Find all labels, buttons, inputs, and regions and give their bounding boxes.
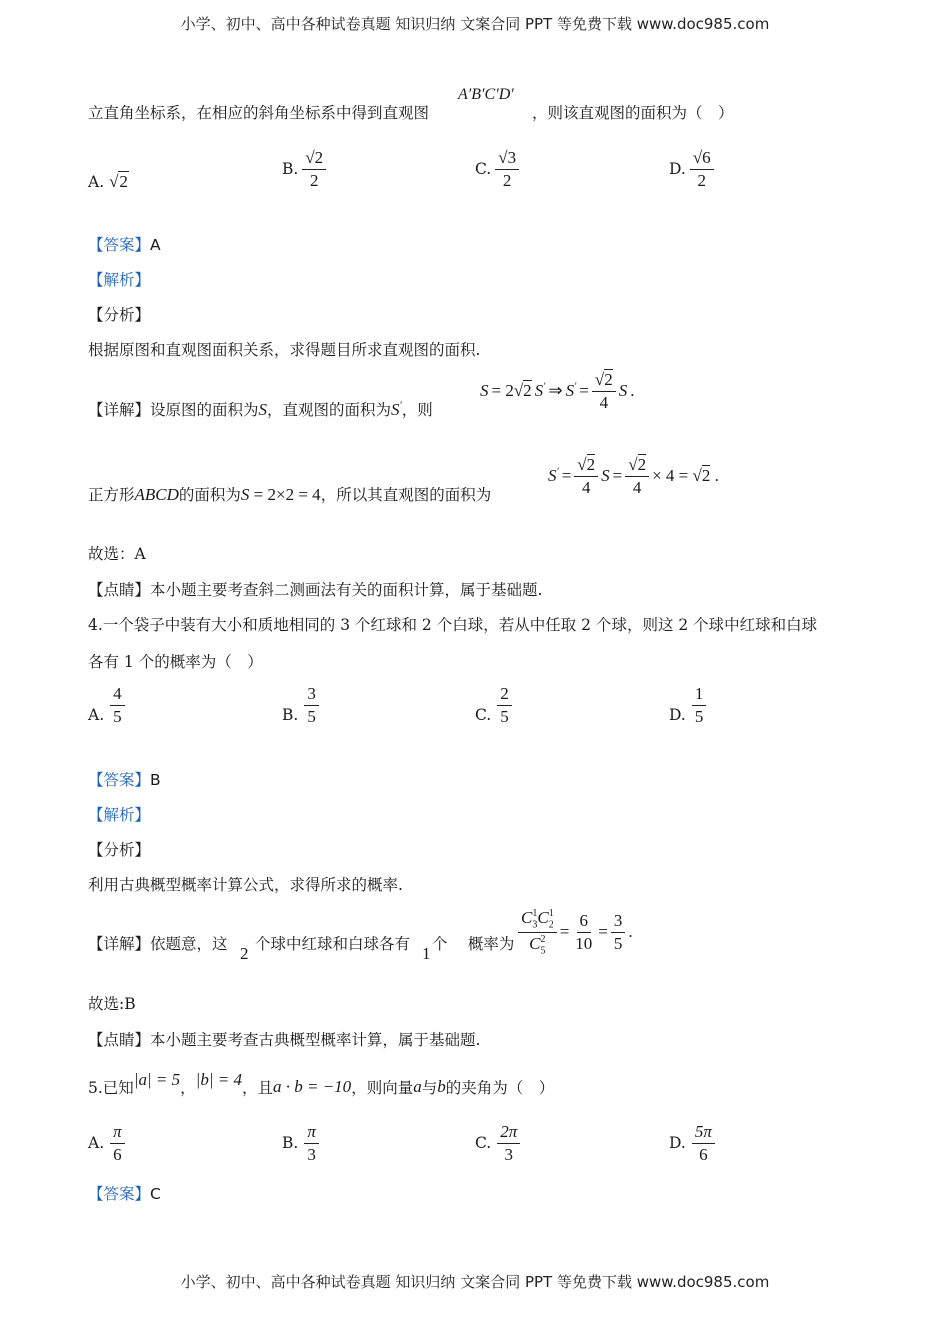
answer-value: C bbox=[150, 1185, 161, 1203]
q5-option-d: D. $\frac{5\pi}{6}$ bbox=[669, 1122, 715, 1164]
jiexi-tag: 【解析】 bbox=[88, 806, 151, 824]
page-footer: 小学、初中、高中各种试卷真题 知识归纳 文案合同 PPT 等免费下载 www.doc985.com bbox=[180, 1273, 770, 1291]
answer-tag: 【答案】 bbox=[88, 236, 151, 254]
q5-option-b: B. $\frac{\pi}{3}$ bbox=[282, 1122, 319, 1164]
q5-option-a: A. $\frac{\pi}{6}$ bbox=[88, 1122, 125, 1164]
square-name: ABCD bbox=[134, 485, 179, 504]
q3-option-d: D. $\frac{√6}{2}$ bbox=[669, 148, 714, 190]
answer-value: A bbox=[150, 236, 161, 254]
fenxi-text: 利用古典概型概率计算公式，求得所求的概率. bbox=[88, 876, 403, 894]
xiangjie-tag: 【详解】 bbox=[88, 401, 151, 419]
q4-guxuan: 故选:B bbox=[88, 995, 136, 1013]
q3-stem-line bbox=[88, 101, 429, 123]
q3-result-formula: S′ = $\frac{√2}{4}$ S = $\frac{√2}{4}$ × 4 = √2 . bbox=[548, 455, 719, 497]
q3-square-line: 正方形ABCD的面积为S = 2×2 = 4，所以其直观图的面积为 bbox=[88, 485, 492, 504]
xiangjie-tag: 【详解】 bbox=[88, 935, 151, 953]
dianjing-tag: 【点睛】 bbox=[88, 581, 151, 599]
q3-guxuan: 故选：A bbox=[88, 545, 146, 563]
q4-xiangjie-line: 【详解】依题意，这 bbox=[88, 935, 228, 953]
answer-tag: 【答案】 bbox=[88, 1185, 151, 1203]
page-header: 小学、初中、高中各种试卷真题 知识归纳 文案合同 PPT 等免费下载 www.doc985.com bbox=[180, 15, 770, 33]
q4-option-d: D. $\frac{1}{5}$ bbox=[669, 684, 706, 726]
q3-option-a: A. √2 bbox=[88, 172, 128, 191]
q4-answer-line bbox=[88, 768, 161, 790]
q4-option-c: C. $\frac{2}{5}$ bbox=[475, 684, 512, 726]
q5-cond-a: |a| = 5 bbox=[133, 1070, 181, 1089]
q3-answer-line bbox=[88, 233, 161, 255]
q4-stem-line2: 各有 1 个的概率为（ ） bbox=[88, 653, 263, 671]
q5-option-c: C. $\frac{2\pi}{3}$ bbox=[475, 1122, 520, 1164]
q5-stem-line: 5.已知 |a| = 5 ， |b| = 4 ，且 a · b = −10 ，则向量 a 与 b 的夹角为（ ） bbox=[88, 1070, 555, 1097]
dianjing-tag: 【点睛】 bbox=[88, 1031, 151, 1049]
fenxi-tag: 【分析】 bbox=[88, 841, 151, 859]
fenxi-tag: 【分析】 bbox=[88, 306, 151, 324]
q3-area-formula: S = 2√2 S′ ⇒ S′ = $\frac{√2}{4}$ S . bbox=[480, 370, 635, 412]
q5-cond-dot: a · b = −10 bbox=[272, 1077, 352, 1096]
fenxi-text: 根据原图和直观图面积关系，求得题目所求直观图的面积. bbox=[88, 341, 481, 359]
q3-stem-text: 立直角坐标系，在相应的斜角坐标系中得到直观图 bbox=[88, 104, 430, 122]
q4-stem-line1: 4.一个袋子中装有大小和质地相同的 3 个红球和 2 个白球，若从中任取 2 个球，则这 2 个球中红球和白球 bbox=[88, 616, 818, 634]
answer-value: B bbox=[150, 771, 161, 789]
q3-option-c: C. $\frac{√3}{2}$ bbox=[475, 148, 519, 190]
q3-dianjing-line: 【点睛】本小题主要考查斜二测画法有关的面积计算，属于基础题. bbox=[88, 581, 543, 599]
q4-probability-formula: $\frac{C_3^1C_2^1}{C_5^2}$ = $\frac{6}{10}$ = $\frac{3}{5}$ . bbox=[518, 908, 633, 957]
q3-stem-end: ，则该直观图的面积为（ ） bbox=[532, 104, 734, 122]
q4-option-a: A. $\frac{4}{5}$ bbox=[88, 684, 125, 726]
sqrt-expression: √2 bbox=[109, 172, 128, 191]
answer-tag: 【答案】 bbox=[88, 771, 151, 789]
q5-cond-b: |b| = 4 bbox=[195, 1070, 242, 1089]
q3-xiangjie-line: 【详解】设原图的面积为S，直观图的面积为S′，则 bbox=[88, 400, 433, 419]
q4-option-b: B. $\frac{3}{5}$ bbox=[282, 684, 319, 726]
var-s: S bbox=[258, 400, 268, 419]
q5-answer-line bbox=[88, 1182, 161, 1204]
q3-option-b: B. $\frac{√2}{2}$ bbox=[282, 148, 326, 190]
jiexi-tag: 【解析】 bbox=[88, 271, 151, 289]
q4-dianjing-line: 【点睛】本小题主要考查古典概型概率计算，属于基础题. bbox=[88, 1031, 481, 1049]
var-s-prime: S′ bbox=[391, 400, 402, 419]
q3-figure-label: A′B′C′D′ bbox=[458, 86, 514, 103]
